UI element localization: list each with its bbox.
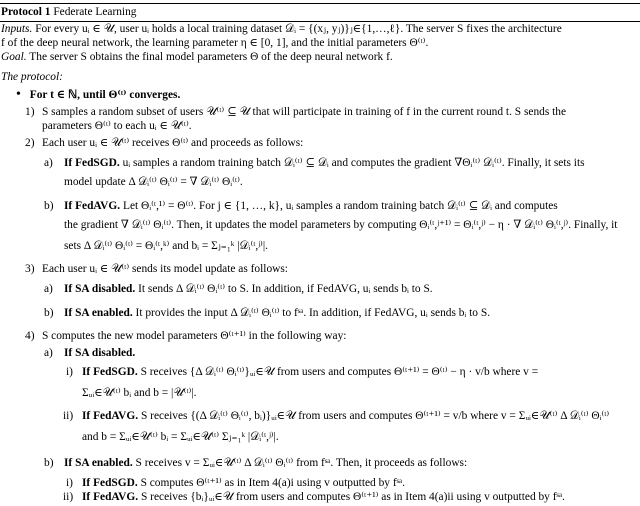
step-2b-line-3: sets Δ 𝒟ᵢ⁽ᵗ⁾ Θᵢ⁽ᵗ⁾ = Θᵢ⁽ᵗ,ᵏ⁾ and bᵢ = Σⱼ₌₁ᵏ |𝒟ᵢ⁽ᵗ,ʲ⁾|.	[64, 240, 268, 252]
step-4bi-head: If FedSGD.	[82, 477, 138, 489]
step-4a-number: a)	[44, 347, 53, 359]
step-2a-line-1: If FedSGD. uᵢ samples a random training batch 𝒟ᵢ⁽ᵗ⁾ ⊆ 𝒟ᵢ and computes the gradient ∇Θᵢ⁽ᵗ⁾ 𝒟ᵢ⁽ᵗ⁾. Finally, it sets its	[64, 157, 585, 169]
step-1-line-2: parameters Θ⁽ᵗ⁾ to each uᵢ ∈ 𝒰⁽ᵗ⁾.	[42, 120, 192, 132]
step-4b-line-1: If SA enabled. S receives v = Σᵤᵢ∈𝒰⁽ᵗ⁾ Δ 𝒟ᵢ⁽ᵗ⁾ Θᵢ⁽ᵗ⁾ from fˢᵃ. Then, it proceeds as follows:	[64, 457, 468, 469]
caption-rule	[0, 21, 640, 22]
step-3b-line-1: If SA enabled. It provides the input Δ 𝒟ᵢ⁽ᵗ⁾ Θᵢ⁽ᵗ⁾ to fˢᵃ. In addition, if FedAVG, uᵢ sends bᵢ to S.	[64, 307, 491, 319]
step-4aii-number: ii)	[63, 410, 74, 422]
step-4b-head: If SA enabled.	[64, 457, 133, 469]
bullet-icon: •	[16, 87, 21, 102]
step-1-number: 1)	[25, 106, 35, 118]
step-2a-head: If FedSGD.	[64, 157, 120, 169]
step-2-number: 2)	[25, 137, 35, 149]
step-1-line-1: S samples a random subset of users 𝒰⁽ᵗ⁾ ⊆ 𝒰 that will participate in training of f in the current round t. S sends the	[42, 106, 567, 118]
step-2b-line-1: If FedAVG. Let Θᵢ⁽ᵗ,¹⁾ = Θ⁽ᵗ⁾. For j ∈ {1, …, k}, uᵢ samples a random training batch 𝒟ᵢ⁽ᵗ⁾ ⊆ 𝒟ᵢ and computes	[64, 200, 558, 212]
protocol-label: The protocol:	[1, 71, 63, 83]
step-4bii-line-1: If FedAVG. S receives {bᵢ}ᵤᵢ∈𝒰 from users and computes Θ⁽ᵗ⁺¹⁾ as in Item 4(a)ii using v outputted by fˢᵃ.	[82, 491, 565, 503]
goal-label: Goal.	[1, 51, 27, 63]
step-4bii-number: ii)	[63, 491, 74, 503]
step-4ai-line-1: If FedSGD. S receives {Δ 𝒟ᵢ⁽ᵗ⁾ Θᵢ⁽ᵗ⁾}ᵤᵢ∈𝒰 from users and computes Θ⁽ᵗ⁺¹⁾ = Θ⁽ᵗ⁾ − η · v/b where v =	[82, 366, 539, 378]
step-4-line-1: S computes the new model parameters Θ⁽ᵗ⁺¹⁾ in the following way:	[42, 330, 347, 342]
step-4bi-line-1: If FedSGD. S computes Θ⁽ᵗ⁺¹⁾ as in Item 4(a)i using v outputted by fˢᵃ.	[82, 477, 405, 489]
step-4ai-head: If FedSGD.	[82, 366, 138, 378]
step-2a-line-2: model update Δ 𝒟ᵢ⁽ᵗ⁾ Θᵢ⁽ᵗ⁾ = ∇ 𝒟ᵢ⁽ᵗ⁾ Θᵢ⁽ᵗ⁾.	[64, 176, 243, 188]
goal-text: The server S obtains the final model parameters Θ of the deep neural network f.	[29, 51, 393, 63]
step-4-number: 4)	[25, 330, 35, 342]
step-3b-head: If SA enabled.	[64, 307, 133, 319]
step-4ai-number: i)	[66, 366, 73, 378]
step-3-line-1: Each user uᵢ ∈ 𝒰⁽ᵗ⁾ sends its model update as follows:	[42, 263, 288, 275]
loop-text: For t ∈ ℕ, until Θ⁽ᵗ⁾ converges.	[29, 89, 181, 101]
loop-line	[16, 88, 180, 102]
step-3a-number: a)	[44, 283, 53, 295]
step-4bii-head: If FedAVG.	[82, 491, 139, 503]
step-4aii-head: If FedAVG.	[82, 410, 139, 422]
step-2-line-1: Each user uᵢ ∈ 𝒰⁽ᵗ⁾ receives Θ⁽ᵗ⁾ and proceeds as follows:	[42, 137, 304, 149]
step-2a-number: a)	[44, 157, 53, 169]
goal-line	[1, 51, 393, 64]
step-2b-head: If FedAVG.	[64, 200, 121, 212]
step-4bi-number: i)	[66, 477, 73, 489]
caption-title: Federate Learning	[53, 6, 137, 18]
step-2b-line-2: the gradient ∇ 𝒟ᵢ⁽ᵗ⁾ Θᵢ⁽ᵗ⁾. Then, it updates the model parameters by computing Θᵢ⁽ᵗ,ʲ⁺¹⁾ = Θᵢ⁽ᵗ,ʲ⁾ − η · ∇ 𝒟ᵢ⁽ᵗ⁾ Θᵢ⁽ᵗ,ʲ⁾. Finally, it	[64, 219, 618, 231]
step-4aii-line-1: If FedAVG. S receives {(Δ 𝒟ᵢ⁽ᵗ⁾ Θᵢ⁽ᵗ⁾, bᵢ)}ᵤᵢ∈𝒰 from users and computes Θ⁽ᵗ⁺¹⁾ = v/b where v = Σᵤᵢ∈𝒰⁽ᵗ⁾ Δ 𝒟ᵢ⁽ᵗ⁾ Θᵢ⁽ᵗ⁾	[82, 410, 610, 422]
inputs-text: For every uᵢ ∈ 𝒰, user uᵢ holds a local training dataset 𝒟ᵢ = {(xⱼ, yⱼ)}ⱼ∈{1,…,ℓ}. The server S fixes the architecture	[35, 23, 562, 35]
step-3a-line-1: If SA disabled. It sends Δ 𝒟ᵢ⁽ᵗ⁾ Θᵢ⁽ᵗ⁾ to S. In addition, if FedAVG, uᵢ sends bᵢ to S.	[64, 283, 433, 295]
protocol-caption	[1, 6, 136, 19]
step-4aii-line-2: and b = Σᵤᵢ∈𝒰⁽ᵗ⁾ bᵢ = Σᵤᵢ∈𝒰⁽ᵗ⁾ Σⱼ₌₁ᵏ |𝒟ᵢ⁽ᵗ,ʲ⁾|.	[82, 431, 279, 443]
inputs-line-2: f of the deep neural network, the learning parameter η ∈ [0, 1], and the initial parameters Θ⁽ᵗ⁾.	[1, 37, 429, 49]
step-4b-number: b)	[44, 457, 54, 469]
top-rule	[0, 3, 640, 4]
inputs-line-1	[1, 23, 562, 36]
step-3-number: 3)	[25, 263, 35, 275]
inputs-label: Inputs.	[1, 23, 33, 35]
step-4ai-line-2: Σᵤᵢ∈𝒰⁽ᵗ⁾ bᵢ and b = |𝒰⁽ᵗ⁾|.	[82, 387, 197, 399]
step-3a-head: If SA disabled.	[64, 283, 136, 295]
step-2b-number: b)	[44, 200, 54, 212]
step-3b-number: b)	[44, 307, 54, 319]
caption-label: Protocol 1	[1, 6, 51, 18]
step-4a-head: If SA disabled.	[64, 347, 136, 359]
